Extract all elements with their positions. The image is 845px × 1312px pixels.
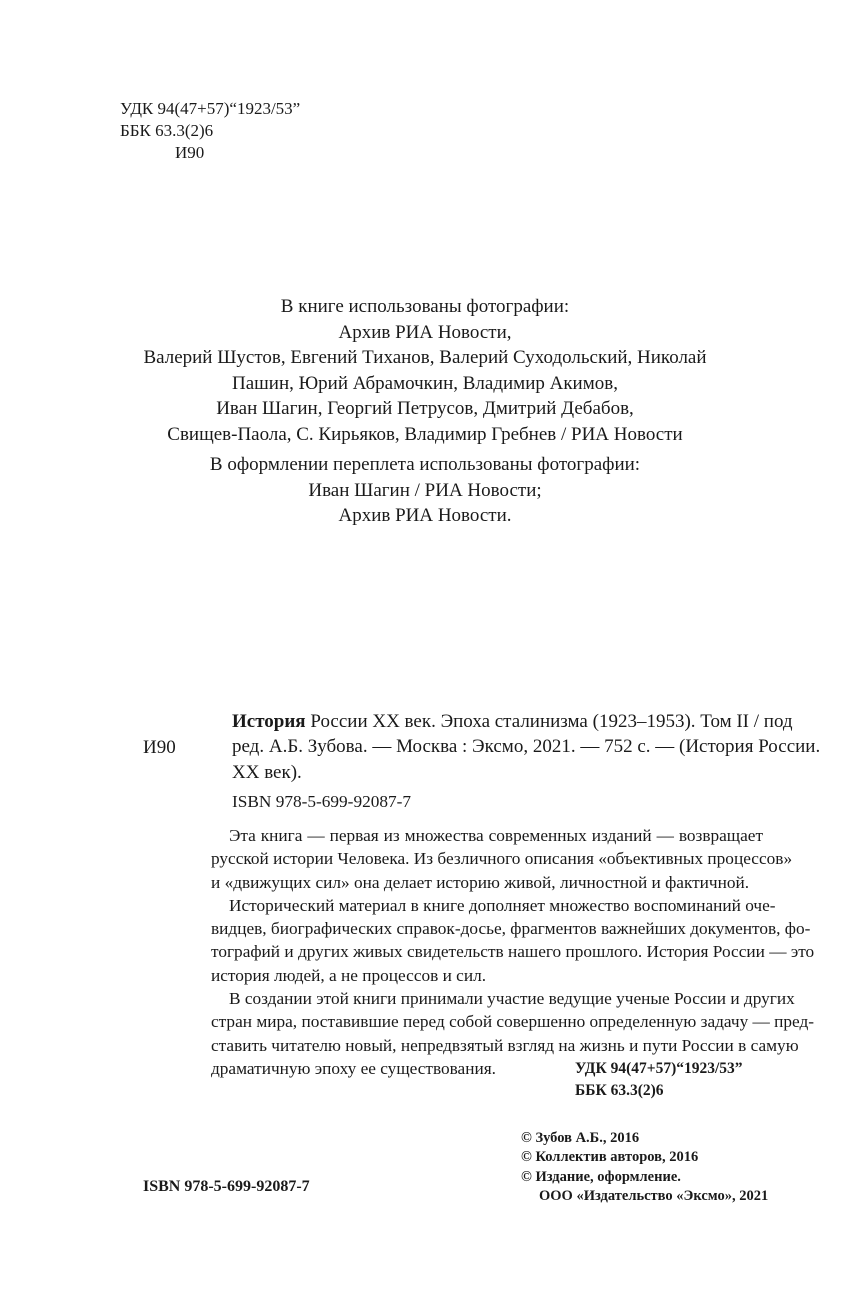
copyright-line: ООО «Издательство «Эксмо», 2021 (539, 1188, 769, 1205)
copyright-line: © Зубов А.Б., 2016 (521, 1130, 640, 1146)
cover-credits-line: Архив РИА Новости. (338, 505, 512, 526)
annotation-line: история людей, а не процессов и сил. (211, 965, 487, 985)
footer-udk: УДК 94(47+57)“1923/53” (575, 1060, 743, 1077)
catalog-author-mark: И90 (143, 737, 176, 758)
catalog-title-bold: История (232, 711, 306, 732)
annotation-line: Эта книга — первая из множества современных изданий — возвращает (229, 826, 763, 845)
photo-credits-line: Валерий Шустов, Евгений Тиханов, Валерий Суходольский, Николай (143, 347, 707, 368)
photo-credits-line: Иван Шагин, Георгий Петрусов, Дмитрий Дебабов, (216, 398, 634, 419)
footer-isbn: ISBN 978-5-699-92087-7 (143, 1178, 310, 1195)
copyright-line: © Коллектив авторов, 2016 (521, 1149, 699, 1166)
header-bbk: ББК 63.3(2)6 (120, 121, 214, 140)
annotation-line: В создании этой книги принимали участие ведущие ученые России и других (229, 989, 795, 1009)
annotation-line: ставить читателю новый, непредвзятый взгляд на жизнь и пути России в самую (211, 1035, 799, 1055)
annotation-line: стран мира, поставившие перед собой совершенно определенную задачу — пред- (211, 1012, 815, 1032)
photo-credits-line: Архив РИА Новости, (338, 321, 512, 343)
catalog-entry-line (232, 709, 793, 734)
copyright-block (521, 1129, 768, 1207)
catalog-entry-line: XX век). (232, 761, 302, 783)
annotation (211, 824, 815, 1080)
photo-credits-line: Свищев-Паола, С. Кирьяков, Владимир Гребнев / РИА Новости (167, 423, 683, 445)
photo-credits (100, 294, 750, 447)
footer-classification (575, 1058, 743, 1101)
annotation-line: Исторический материал в книге дополняет множество воспоминаний оче- (229, 895, 776, 915)
photo-credits-line: В книге использованы фотографии: (280, 296, 570, 317)
annotation-line: тографий и других живых свидетельств нашего прошлого. История России — это (211, 942, 815, 962)
annotation-line: русской истории Человека. Из безличного описания «объективных процессов» (211, 849, 793, 869)
copyright-line: © Издание, оформление. (521, 1168, 681, 1185)
catalog-entry-line: ред. А.Б. Зубова. — Москва : Эксмо, 2021. — 752 с. — (История России. (232, 736, 821, 758)
footer-bbk: ББК 63.3(2)6 (575, 1081, 664, 1099)
header-udk: УДК 94(47+57)“1923/53” (120, 99, 301, 118)
cover-credits-line: В оформлении переплета использованы фотографии: (209, 454, 641, 475)
catalog-entry (232, 709, 821, 785)
annotation-line: и «движущих сил» она делает историю живой, личностной и фактичной. (211, 872, 750, 892)
catalog-title-rest: России XX век. Эпоха сталинизма (1923–1953). Том II / под (305, 711, 793, 732)
annotation-line: драматичную эпоху ее существования. (211, 1058, 496, 1078)
cover-credits (100, 452, 750, 529)
cover-credits-line: Иван Шагин / РИА Новости; (308, 479, 542, 501)
header-author-mark: И90 (175, 143, 205, 162)
catalog-isbn: ISBN 978-5-699-92087-7 (232, 792, 412, 811)
photo-credits-line: Пашин, Юрий Абрамочкин, Владимир Акимов, (232, 372, 618, 394)
annotation-line: видцев, биографических справок-досье, фрагментов важнейших документов, фо- (211, 919, 811, 939)
